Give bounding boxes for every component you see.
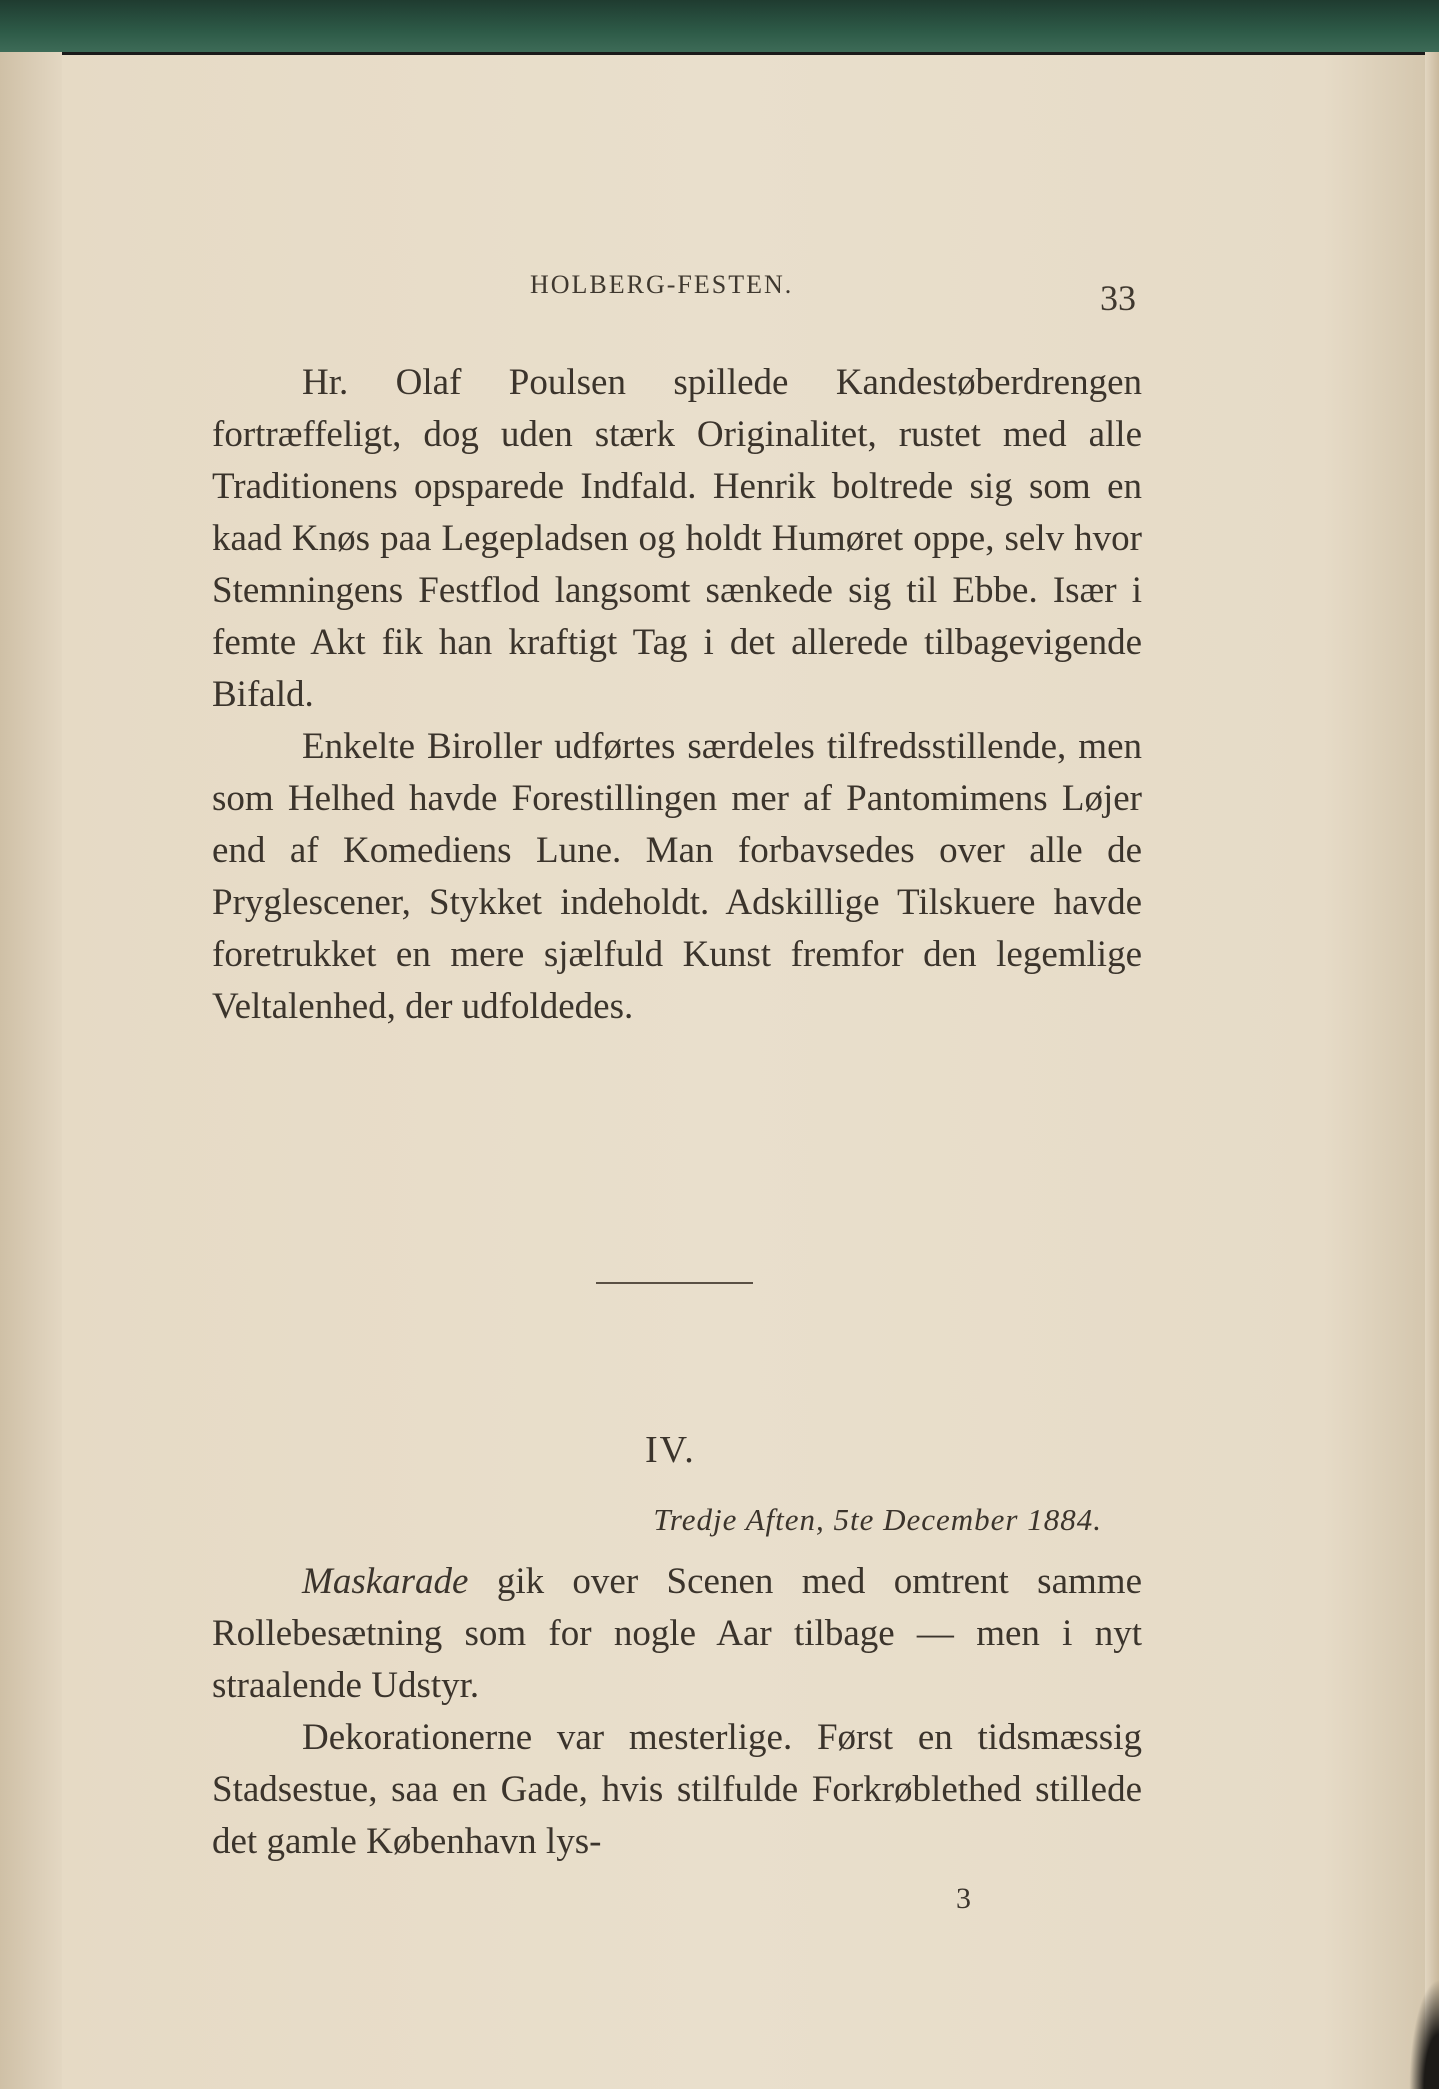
paragraph-text: gik over Scenen med omtrent samme Rollebesætning som for nogle Aar tilbage — men i nyt straalende Udstyr. [212, 1561, 1142, 1706]
paragraph: Hr. Olaf Poulsen spillede Kandestøberdrengen fortræffeligt, dog uden stærk Originalitet, rustet med alle Traditionens opsparede Indfald. Henrik boltrede sig som en kaad Knøs paa Legepladsen og holdt Humøret oppe, selv hvor Stemningens Festflod langsomt sænkede sig til Ebbe. Især i femte Akt fik han kraftigt Tag i det allerede tilbagevigende Bifald. [212, 362, 1142, 715]
page-gutter [0, 52, 62, 2089]
corner-shadow [1409, 1979, 1439, 2089]
page-edge [1425, 52, 1439, 2089]
section-divider [596, 1282, 753, 1284]
book-cover-edge [0, 0, 1439, 55]
page-number: 33 [1100, 278, 1136, 318]
paragraph [212, 1556, 1142, 1712]
section-two-text [212, 1556, 1142, 1868]
chapter-heading: IV. [645, 1429, 696, 1471]
running-title: HOLBERG-FESTEN. [530, 270, 794, 299]
paragraph: Dekorationerne var mesterlige. Først en tidsmæssig Stadsestue, saa en Gade, hvis stilfulde Forkrøblethed stillede det gamle København lys- [212, 1717, 1142, 1862]
signature-mark: 3 [956, 1882, 971, 1915]
play-title: Maskarade [302, 1561, 469, 1602]
dateline: Tredje Aften, 5te December 1884. [653, 1502, 1102, 1537]
paragraph: Enkelte Biroller udførtes særdeles tilfredsstillende, men som Helhed havde Forestillingen mer af Pantomimens Løjer end af Komediens Lune. Man forbavsedes over alle de Pryglescener, Stykket indeholdt. Adskillige Tilskuere havde foretrukket en mere sjælfuld Kunst fremfor den legemlige Veltalenhed, der udfoldedes. [212, 726, 1142, 1027]
section-one-text [212, 357, 1142, 1033]
